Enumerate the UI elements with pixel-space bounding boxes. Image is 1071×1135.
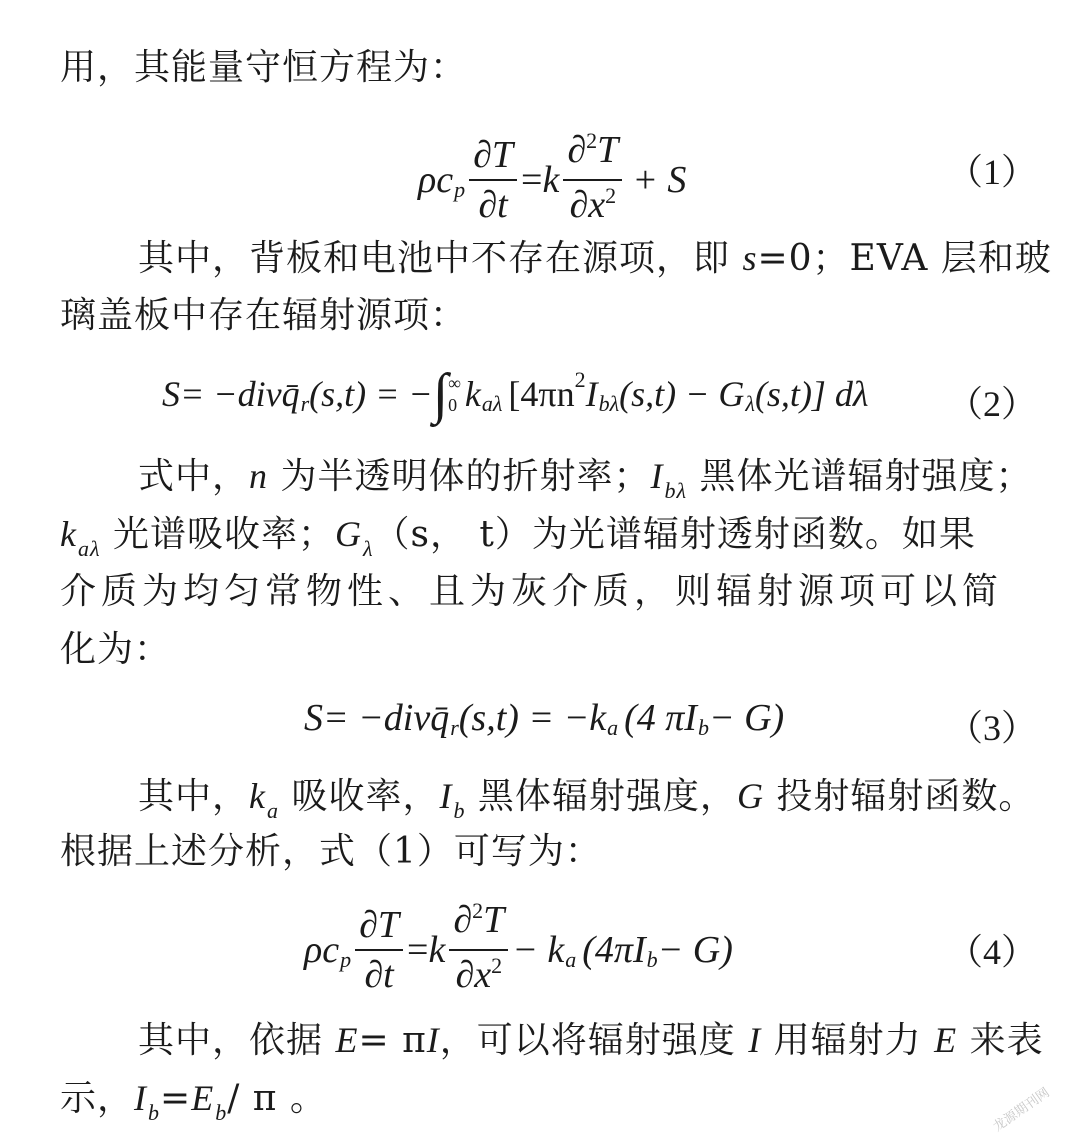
math-subscript: a [267,798,279,823]
paragraph-line [60,504,976,569]
text: 用辐射力 [773,1020,922,1061]
eq-symbol: + S [632,159,687,201]
text: 其中，背板和电池中不存在源项，即 [138,238,731,279]
equation-4 [304,898,733,1002]
eq-text: (s,t) − G [619,374,745,414]
eq-text: − G) [708,697,785,739]
text: 光谱吸收率； [112,514,335,555]
eq-symbol: I [585,374,598,414]
eq-subscript: b [697,715,709,740]
eq-symbol: q̄ [430,697,450,739]
math-subscript: b [453,798,466,823]
eq-superscript: 2 [472,898,484,923]
eq-symbol: k [428,929,446,971]
fraction-numerator [449,898,508,951]
equation-number: （2） [946,384,1037,424]
eq-superscript: 2 [574,367,586,392]
fraction [469,133,517,227]
fraction-denominator: ∂t [364,954,394,996]
math-var: E [335,1020,359,1060]
text: 为半透明体的折射率； [280,456,651,497]
eq-superscript: 2 [586,128,598,153]
text: 化为： [60,629,172,670]
equation-body [162,363,869,425]
eq-symbol: k [542,159,560,201]
paragraph-line [60,1068,327,1133]
math-subscript: aλ [77,536,101,561]
eq-symbol: ρc [418,159,454,201]
math-var: G [736,776,764,816]
equation-number: （1） [946,152,1037,192]
text: 来表 [969,1020,1044,1061]
eq-superscript: 2 [605,183,617,208]
fraction-denominator [451,951,506,1002]
equation-body [304,696,784,740]
fraction-numerator [563,128,622,181]
fraction [355,903,403,997]
paragraph-line [138,446,1038,511]
eq-superscript: 2 [491,953,503,978]
text: 介质为均匀常物性、且为灰介质，则辐射源项可以简 [60,571,1004,612]
text: 用，其能量守恒方程为： [60,47,468,88]
eq-symbol: ∂x [569,184,606,226]
fraction [449,898,508,1002]
eq-subscript: a [565,947,577,972]
fraction [563,128,622,232]
eq-symbol: ∂x [455,954,492,996]
math-var: k [60,514,77,554]
text: 式中， [138,456,250,497]
paragraph-line [138,1010,1044,1071]
equation-body [418,128,686,232]
paragraph-line [60,562,1003,622]
text: = π [358,1020,427,1061]
text: （s， t）为光谱辐射透射函数。如果 [373,514,976,555]
watermark: 龙源期刊网 [990,1085,1053,1135]
math-var: I [748,1020,762,1060]
integral-sign: ∫ [432,363,449,425]
paragraph-line [60,38,467,98]
eq-subscript: a [607,715,619,740]
math-var: E [934,1020,958,1060]
text: 其中，依据 [138,1020,324,1061]
eq-subscript: r [300,391,310,416]
fraction-denominator [565,181,620,232]
equation-3 [304,696,784,740]
math-var: k [249,776,266,816]
eq-text: S= −div [304,697,431,739]
eq-subscript: p [454,177,466,202]
eq-subscript: bλ [598,391,620,416]
eq-text: (s,t) = − [309,374,433,414]
math-var: I [426,1020,440,1060]
eq-symbol: ρc [304,929,340,971]
math-var: s [742,238,758,278]
text: 黑体辐射强度， [477,776,737,817]
integral-upper: ∞ [448,373,461,393]
equation-number: （4） [946,932,1037,972]
math-var: I [650,456,664,496]
text: 投射辐射函数。 [776,776,1036,817]
eq-text: (4 πI [624,697,697,739]
math-var: G [334,514,362,554]
eq-text: − G) [657,929,733,971]
text: 吸收率， [291,776,440,817]
eq-symbol: ∂ [453,899,473,941]
eq-text: S= −div [162,374,282,414]
math-subscript: b [148,1100,161,1125]
eq-symbol: k [464,374,481,414]
math-var: n [249,456,269,496]
text: 根据上述分析，式（1）可写为： [60,831,602,872]
math-var: E [191,1078,215,1118]
text: = [160,1078,192,1119]
fraction-numerator: ∂T [469,133,517,181]
integral-limits [448,372,461,416]
math-subscript: b [215,1100,228,1125]
math-subscript: bλ [664,478,688,503]
text: ，可以将辐射强度 [439,1020,736,1061]
eq-text: − k [512,929,565,971]
eq-text: (s,t)] dλ [754,374,869,414]
eq-text: (4πI [582,929,646,971]
eq-subscript: aλ [481,391,503,416]
eq-text: [4πn [508,374,575,414]
equation-body [304,898,733,1002]
text: 其中， [138,776,250,817]
text: =0；EVA 层和玻 [757,238,1052,279]
equals-sign: = [407,929,429,971]
eq-subscript: b [646,947,658,972]
text: 示， [60,1078,135,1119]
eq-symbol: T [597,129,619,171]
math-var: I [134,1078,148,1118]
paragraph-line [60,822,602,882]
integral-lower: 0 [448,395,458,415]
eq-symbol: T [483,899,505,941]
eq-symbol: ∂ [567,129,587,171]
equals-sign: = [521,159,543,201]
eq-subscript: λ [745,391,755,416]
text: 璃盖板中存在辐射源项： [60,295,468,336]
paragraph-line [60,620,171,680]
equation-number: （3） [946,708,1037,748]
paragraph-line [60,286,467,346]
eq-subscript: r [450,715,459,740]
paragraph-line [138,228,1052,289]
text: / π 。 [227,1078,327,1119]
math-subscript: λ [362,536,374,561]
eq-subscript: p [340,947,352,972]
fraction-denominator: ∂t [478,184,508,226]
eq-symbol: q̄ [281,374,300,414]
equation-1 [418,128,686,232]
eq-text: (s,t) = −k [458,697,607,739]
equation-2 [162,363,869,425]
math-var: I [439,776,453,816]
fraction-numerator: ∂T [355,903,403,951]
text: 黑体光谱辐射强度； [699,456,1033,497]
